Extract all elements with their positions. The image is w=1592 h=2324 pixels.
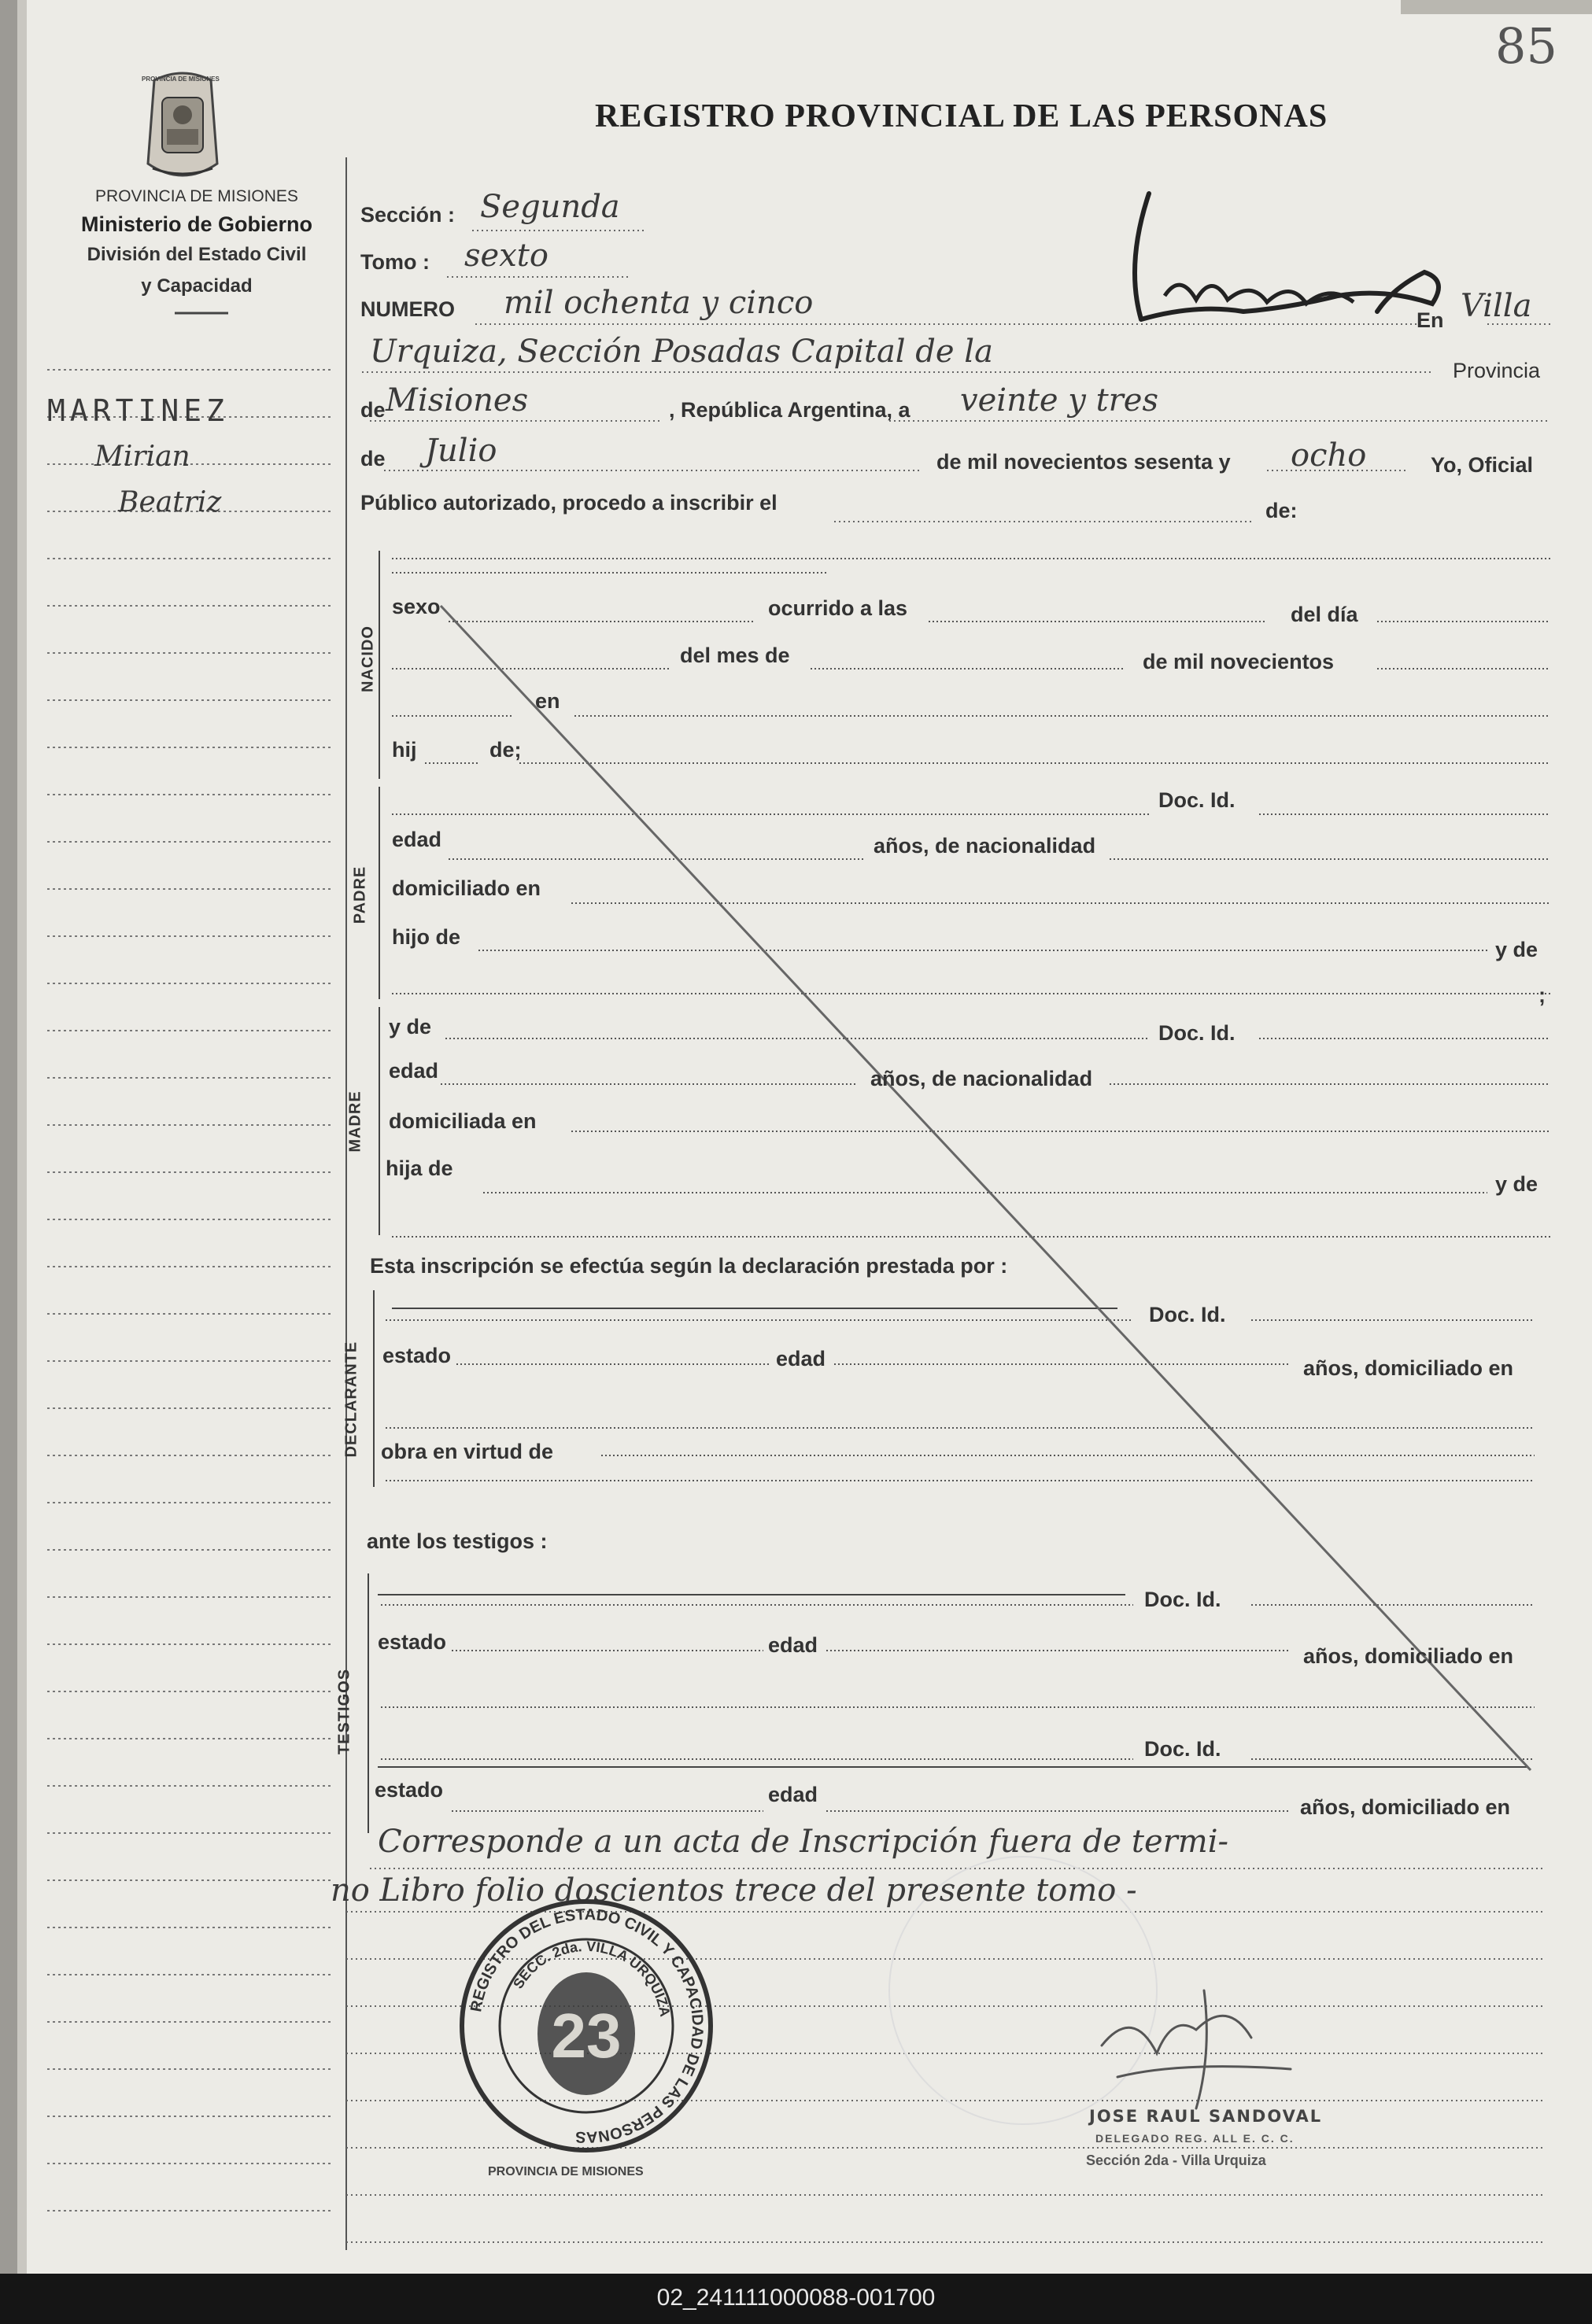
numero-value: mil ochenta y cinco	[504, 285, 814, 321]
official-title: DELEGADO REG. ALL E. C. C.	[1095, 2132, 1295, 2145]
nacido-en: en	[535, 689, 560, 713]
stamp-inner-text: SECC. 2da. VILLA URQUIZA	[510, 1938, 674, 2018]
margin-surname: MARTINEZ	[47, 393, 230, 428]
provincial-seal	[139, 69, 227, 187]
testigo1-edad: edad	[768, 1633, 818, 1657]
nacido-de: de;	[489, 738, 522, 762]
nacido-del-dia: del día	[1291, 603, 1358, 626]
declarante-obra: obra en virtud de	[381, 1440, 554, 1463]
provincia-label: Provincia	[1453, 359, 1541, 382]
page-number: 85	[1495, 17, 1557, 75]
testigos-section-label: TESTIGOS	[335, 1668, 353, 1755]
declarante-estado: estado	[382, 1344, 452, 1367]
note-line-1: Corresponde a un acta de Inscripción fuera de termi-	[378, 1824, 1229, 1860]
de2-label: de	[360, 447, 386, 470]
official-signature	[1086, 1983, 1322, 2116]
padre-section-label: PADRE	[351, 865, 369, 924]
en-label: En	[1417, 308, 1444, 332]
padre-domiciliado: domiciliado en	[392, 876, 541, 900]
division-line-1: División del Estado Civil	[87, 244, 307, 265]
publico-label: Público autorizado, procedo a inscribir el	[360, 491, 778, 515]
madre-y-de-2: y de	[1495, 1172, 1538, 1196]
place-value-1: Villa	[1461, 288, 1532, 324]
nacido-ocurrido: ocurrido a las	[768, 596, 908, 620]
testigo1-estado: estado	[378, 1630, 447, 1654]
seccion-value: Segunda	[480, 189, 620, 225]
oficial-label: Yo, Oficial	[1431, 453, 1534, 477]
seccion-label: Sección :	[360, 203, 456, 227]
numero-label: NUMERO	[360, 297, 455, 321]
page-title: REGISTRO PROVINCIAL DE LAS PERSONAS	[595, 98, 1328, 135]
margin-middle-name: Beatriz	[118, 486, 222, 518]
padre-semicolon: ;	[1538, 983, 1546, 1007]
madre-anios: años, de nacionalidad	[870, 1067, 1093, 1090]
official-name: JOSE RAUL SANDOVAL	[1089, 2107, 1323, 2126]
place-value-2: Urquiza, Sección Posadas Capital de la	[370, 334, 993, 370]
testigo1-doc: Doc. Id.	[1144, 1588, 1221, 1611]
declarante-edad: edad	[776, 1347, 826, 1370]
stamp-bottom-text: PROVINCIA DE MISIONES	[488, 2165, 644, 2178]
footer-id: 02_241111000088-001700	[656, 2285, 936, 2311]
footer-bar	[0, 2274, 1592, 2324]
padre-hijo-de: hijo de	[392, 925, 460, 949]
stamp-outer-text: REGISTRO DEL ESTADO CIVIL Y CAPACIDAD DE LAS PERSONAS	[467, 1905, 707, 2146]
de3-label: de:	[1265, 499, 1298, 522]
nacido-del-mes: del mes de	[680, 644, 790, 667]
padre-anios: años, de nacionalidad	[874, 834, 1096, 858]
testigo2-estado: estado	[375, 1778, 444, 1802]
tomo-value: sexto	[464, 238, 549, 274]
official-section: Sección 2da - Villa Urquiza	[1086, 2152, 1266, 2168]
madre-domiciliada: domiciliada en	[389, 1109, 537, 1133]
de-label: de	[360, 398, 386, 422]
declarante-section-label: DECLARANTE	[342, 1341, 360, 1458]
testigos-heading: ante los testigos :	[367, 1529, 548, 1553]
stamp-number: 23	[551, 2001, 622, 2071]
declarante-doc: Doc. Id.	[1149, 1303, 1226, 1326]
month-value: Julio	[425, 433, 497, 469]
madre-y-de: y de	[389, 1015, 432, 1038]
nacido-section-label: NACIDO	[359, 625, 377, 692]
day-value: veinte y tres	[960, 382, 1158, 419]
province-name: PROVINCIA DE MISIONES	[95, 187, 298, 205]
note-line-2: no Libro folio doscientos trece del presente tomo -	[331, 1872, 1137, 1909]
nacido-hij: hij	[392, 738, 417, 762]
ministry-name: Ministerio de Gobierno	[80, 212, 313, 236]
testigo2-anios: años, domiciliado en	[1300, 1795, 1511, 1819]
testigo1-anios: años, domiciliado en	[1303, 1644, 1514, 1668]
tomo-label: Tomo :	[360, 250, 430, 274]
madre-section-label: MADRE	[346, 1090, 364, 1153]
republica-label: , República Argentina, a	[669, 398, 911, 422]
nacido-mil-nov: de mil novecientos	[1143, 650, 1335, 673]
testigo2-edad: edad	[768, 1783, 818, 1806]
official-stamp	[456, 1896, 716, 2156]
nacido-sexo: sexo	[392, 595, 441, 618]
declarante-anios: años, domiciliado en	[1303, 1356, 1514, 1380]
padre-edad: edad	[392, 828, 442, 851]
year-label: de mil novecientos sesenta y	[936, 450, 1231, 474]
registrar-signature	[1117, 170, 1464, 351]
padre-y-de: y de	[1495, 938, 1538, 961]
padre-doc: Doc. Id.	[1158, 788, 1236, 812]
year-value: ocho	[1291, 437, 1367, 474]
declaracion-text: Esta inscripción se efectúa según la declaración prestada por :	[370, 1254, 1008, 1278]
margin-first-name: Mirian	[94, 441, 190, 473]
seal-text: PROVINCIA DE MISIONES	[142, 76, 220, 83]
testigo2-doc: Doc. Id.	[1144, 1737, 1221, 1761]
madre-edad: edad	[389, 1059, 439, 1083]
province-value: Misiones	[386, 382, 529, 419]
madre-doc: Doc. Id.	[1158, 1021, 1236, 1045]
division-line-2: y Capacidad	[141, 275, 253, 297]
madre-hija-de: hija de	[386, 1156, 453, 1180]
